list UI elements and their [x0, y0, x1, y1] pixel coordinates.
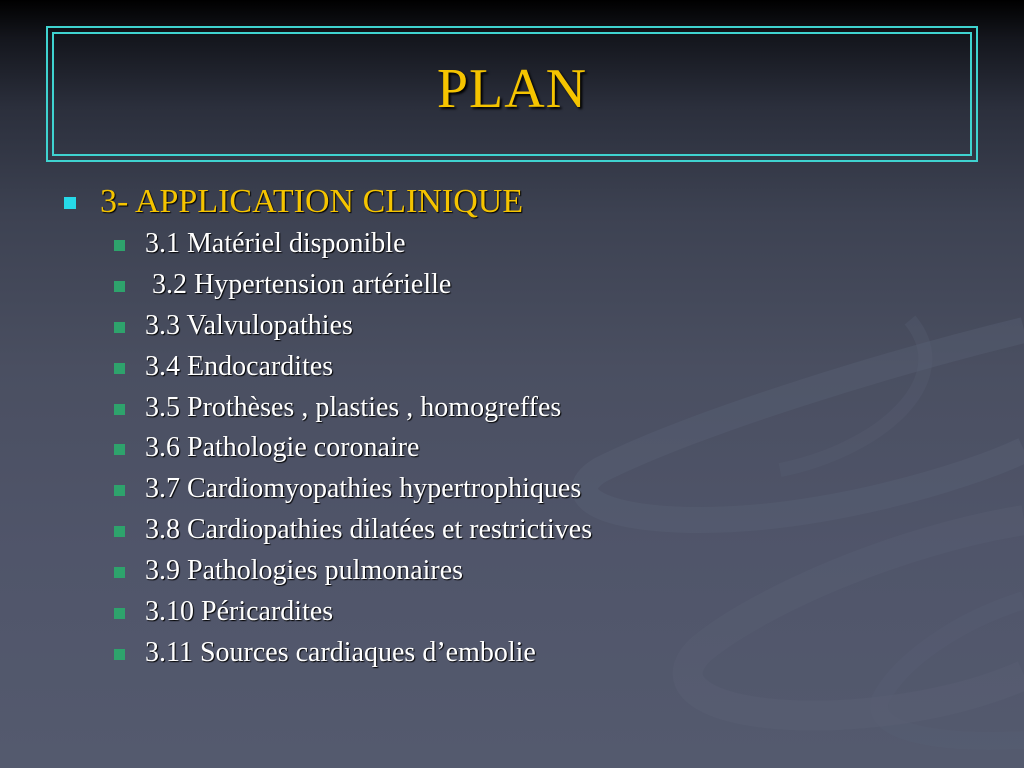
square-bullet-icon: [114, 363, 125, 374]
slide-content: [62, 180, 982, 674]
square-bullet-icon: [114, 567, 125, 578]
slide-title: PLAN: [436, 58, 588, 120]
list-item-text: 3.11 Sources cardiaques d’embolie: [145, 636, 536, 668]
list-item-text: 3.9 Pathologies pulmonaires: [145, 555, 464, 587]
list-item: [62, 265, 982, 306]
section-heading-text: 3- APPLICATION CLINIQUE: [100, 183, 524, 220]
list-item: [62, 388, 982, 429]
list-item-text: 3.4 Endocardites: [145, 350, 334, 382]
square-bullet-icon: [114, 526, 125, 537]
list-item-text: 3.3 Valvulopathies: [145, 309, 353, 341]
list-item-text: 3.2 Hypertension artérielle: [145, 268, 452, 300]
list-item: [62, 347, 982, 388]
list-item: [62, 633, 982, 674]
square-bullet-icon: [114, 281, 125, 292]
square-bullet-icon: [114, 240, 125, 251]
list-item-text: 3.7 Cardiomyopathies hypertrophiques: [145, 473, 582, 505]
list-item: [62, 510, 982, 551]
list-item-text: 3.8 Cardiopathies dilatées et restrictives: [145, 514, 593, 546]
list-item-text: 3.5 Prothèses , plasties , homogreffes: [145, 391, 562, 423]
section-heading: [62, 180, 982, 224]
outline-list: [62, 224, 982, 674]
list-item: [62, 224, 982, 265]
square-bullet-icon: [114, 649, 125, 660]
list-item: [62, 551, 982, 592]
square-bullet-icon: [114, 485, 125, 496]
list-item-text: 3.1 Matériel disponible: [145, 228, 406, 259]
list-item: [62, 428, 982, 469]
list-item: [62, 469, 982, 510]
list-item-text: 3.10 Péricardites: [145, 596, 334, 628]
square-bullet-icon: [114, 444, 125, 455]
square-bullet-icon: [64, 197, 76, 209]
list-item-text: 3.6 Pathologie coronaire: [145, 432, 420, 464]
list-item: [62, 592, 982, 633]
square-bullet-icon: [114, 322, 125, 333]
square-bullet-icon: [114, 404, 125, 415]
square-bullet-icon: [114, 608, 125, 619]
list-item: [62, 306, 982, 347]
